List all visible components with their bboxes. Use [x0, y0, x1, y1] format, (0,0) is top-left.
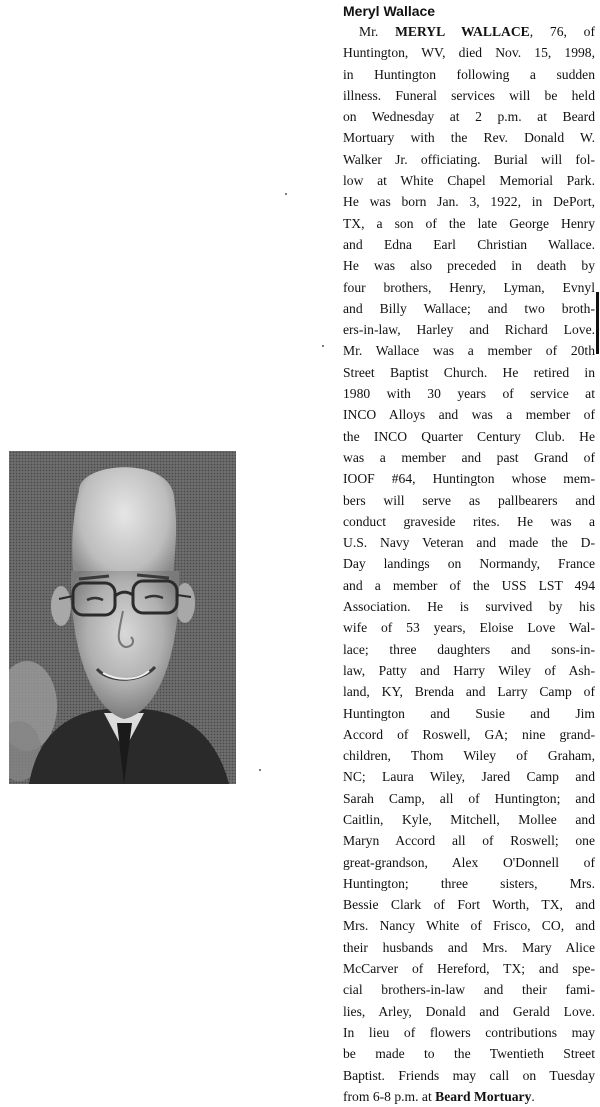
obituary-line: in Huntington following a sudden: [343, 66, 595, 82]
obituary-line: was a member and past Grand of: [343, 449, 595, 465]
deceased-name: MERYL WALLACE: [395, 24, 530, 39]
obituary-line: illness. Funeral services will be held: [343, 87, 595, 103]
obituary-line: U.S. Navy Veteran and made the D-: [343, 535, 595, 551]
obituary-line: and a member of the USS LST 494: [343, 577, 595, 593]
obituary-line: Mortuary with the Rev. Donald W.: [343, 130, 595, 146]
obituary-line: Huntington and Susie and Jim: [343, 705, 595, 721]
print-speck: [322, 345, 324, 347]
obituary-line: Mr. Wallace was a member of 20th: [343, 343, 595, 359]
obituary-line: Sarah Camp, all of Huntington; and: [343, 790, 595, 806]
obituary-line: IOOF #64, Huntington whose mem-: [343, 471, 595, 487]
obituary-line: 1980 with 30 years of service at: [343, 386, 595, 402]
obituary-line: Maryn Accord all of Roswell; one: [343, 833, 595, 849]
obituary-line: TX, a son of the late George Henry: [343, 215, 595, 231]
obituary-line: ers-in-law, Harley and Richard Love.: [343, 322, 595, 338]
obituary-line: conduct graveside rites. He was a: [343, 513, 595, 529]
obituary-line: Baptist. Friends may call on Tuesday: [343, 1067, 595, 1083]
print-speck: [285, 193, 287, 195]
print-speck: [259, 769, 261, 771]
obituary-line: He was born Jan. 3, 1922, in DePort,: [343, 194, 595, 210]
obituary-line: wife of 53 years, Eloise Love Wal-: [343, 620, 595, 636]
obituary-line: Caitlin, Kyle, Mitchell, Mollee and: [343, 811, 595, 827]
obituary-line: McCarver of Hereford, TX; and spe-: [343, 961, 595, 977]
obituary-line: and Billy Wallace; and two broth-: [343, 300, 595, 316]
obituary-line: and Edna Earl Christian Wallace.: [343, 236, 595, 252]
obituary-column: [343, 0, 596, 1104]
obituary-line: [343, 21, 595, 42]
obituary-line: Street Baptist Church. He retired in: [343, 364, 595, 380]
obituary-line: Bessie Clark of Fort Worth, TX, and: [343, 897, 595, 913]
visitation-text: from 6-8 p.m. at: [343, 1088, 436, 1104]
obituary-line: INCO Alloys and was a member of: [343, 407, 595, 423]
obituary-line: cial brothers-in-law and their fami-: [343, 982, 595, 998]
obituary-line: great-grandson, Alex O'Donnell of: [343, 854, 595, 870]
obituary-line: their husbands and Mrs. Mary Alice: [343, 939, 595, 955]
obituary-line: low at White Chapel Memorial Park.: [343, 173, 595, 189]
obituary-line: law, Patty and Harry Wiley of Ash-: [343, 662, 595, 678]
obituary-line: lies, Arley, Donald and Gerald Love.: [343, 1003, 595, 1019]
obituary-line: Day landings on Normandy, France: [343, 556, 595, 572]
honorific: Mr.: [359, 24, 396, 39]
obituary-body: [343, 21, 595, 1107]
obituary-line: Walker Jr. officiating. Burial will fol-: [343, 151, 595, 167]
obituary-line: NC; Laura Wiley, Jared Camp and: [343, 769, 595, 785]
obituary-line: [343, 1086, 595, 1107]
obituary-line: Accord of Roswell, GA; nine grand-: [343, 726, 595, 742]
obituary-heading: Meryl Wallace: [343, 3, 436, 19]
obituary-line: land, KY, Brenda and Larry Camp of: [343, 684, 595, 700]
mortuary-name: Beard Mortuary: [435, 1088, 532, 1104]
portrait-image: [9, 451, 236, 784]
obituary-line: the INCO Quarter Century Club. He: [343, 428, 595, 444]
obituary-line: four brothers, Henry, Lyman, Evnyl: [343, 279, 595, 295]
obituary-line: lace; three daughters and sons-in-: [343, 641, 595, 657]
obituary-line: In lieu of flowers contributions may: [343, 1024, 595, 1040]
column-edge-mark: [596, 292, 599, 354]
obituary-line: be made to the Twentieth Street: [343, 1046, 595, 1062]
obituary-line: He was also preceded in death by: [343, 258, 595, 274]
obituary-line: children, Thom Wiley of Graham,: [343, 748, 595, 764]
closing-period: .: [531, 1088, 535, 1104]
obituary-line: bers will serve as pallbearers and: [343, 492, 595, 508]
obituary-line: Mrs. Nancy White of Frisco, CO, and: [343, 918, 595, 934]
portrait-photo: [9, 451, 236, 784]
obituary-line: Association. He is survived by his: [343, 599, 595, 615]
obituary-line: on Wednesday at 2 p.m. at Beard: [343, 109, 595, 125]
obituary-line: Huntington, WV, died Nov. 15, 1998,: [343, 45, 595, 61]
age-text: , 76, of: [529, 24, 596, 39]
obituary-line: Huntington; three sisters, Mrs.: [343, 875, 595, 891]
